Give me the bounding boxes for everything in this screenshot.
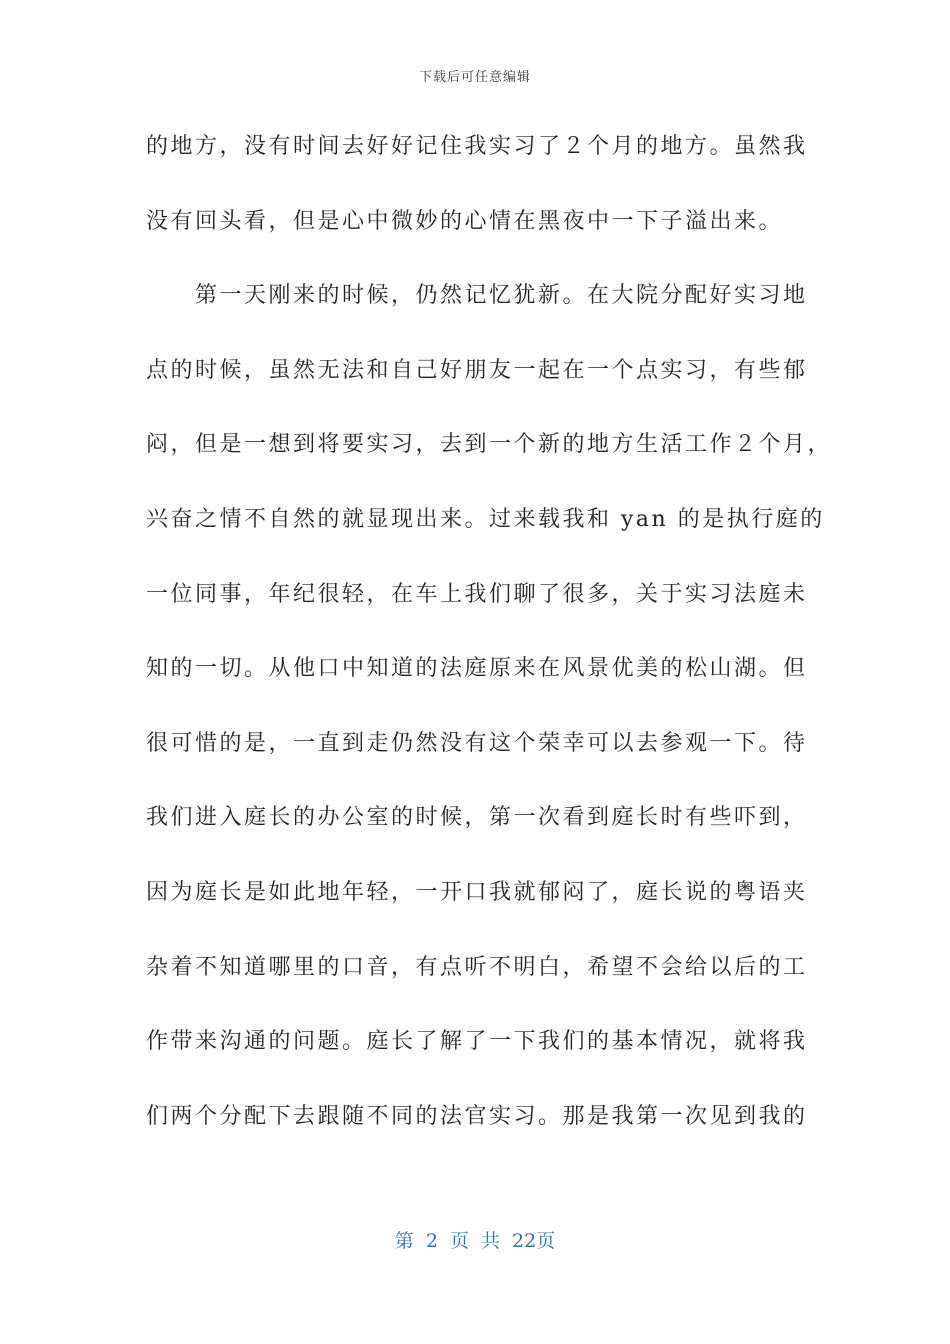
page-number-footer: 第 2 页 共 22页: [394, 1230, 556, 1252]
text-line: 我们进入庭长的办公室的时候，第一次看到庭长时有些吓到，: [146, 805, 808, 831]
page-header: 下载后可任意编辑: [418, 70, 531, 85]
text-line: 兴奋之情不自然的就显现出来。过来载我和 yan 的是执行庭的: [146, 506, 825, 532]
text-line: 一位同事，年纪很轻，在车上我们聊了很多，关于实习法庭未: [146, 581, 808, 607]
text-line: 闷，但是一想到将要实习，去到一个新的地方生活工作２个月，: [146, 432, 833, 458]
text-line: 很可惜的是，一直到走仍然没有这个荣幸可以去参观一下。待: [146, 730, 808, 756]
text-line: 们两个分配下去跟随不同的法官实习。那是我第一次见到我的: [146, 1103, 808, 1129]
text-line: 点的时候，虽然无法和自己好朋友一起在一个点实习，有些郁: [146, 357, 808, 383]
document-body: [146, 125, 833, 1169]
text-line: 第一天刚来的时候，仍然记忆犹新。在大院分配好实习地: [146, 283, 808, 309]
text-line: 杂着不知道哪里的口音，有点听不明白，希望不会给以后的工: [146, 954, 808, 980]
text-line: 因为庭长是如此地年轻，一开口我就郁闷了，庭长说的粤语夹: [146, 879, 808, 905]
text-line: 作带来沟通的问题。庭长了解了一下我们的基本情况，就将我: [146, 1029, 808, 1055]
text-line: 知的一切。从他口中知道的法庭原来在风景优美的松山湖。但: [146, 656, 808, 682]
text-line: 的地方，没有时间去好好记住我实习了２个月的地方。虽然我: [146, 134, 808, 159]
text-line: 没有回头看，但是心中微妙的心情在黑夜中一下子溢出来。: [146, 208, 784, 234]
